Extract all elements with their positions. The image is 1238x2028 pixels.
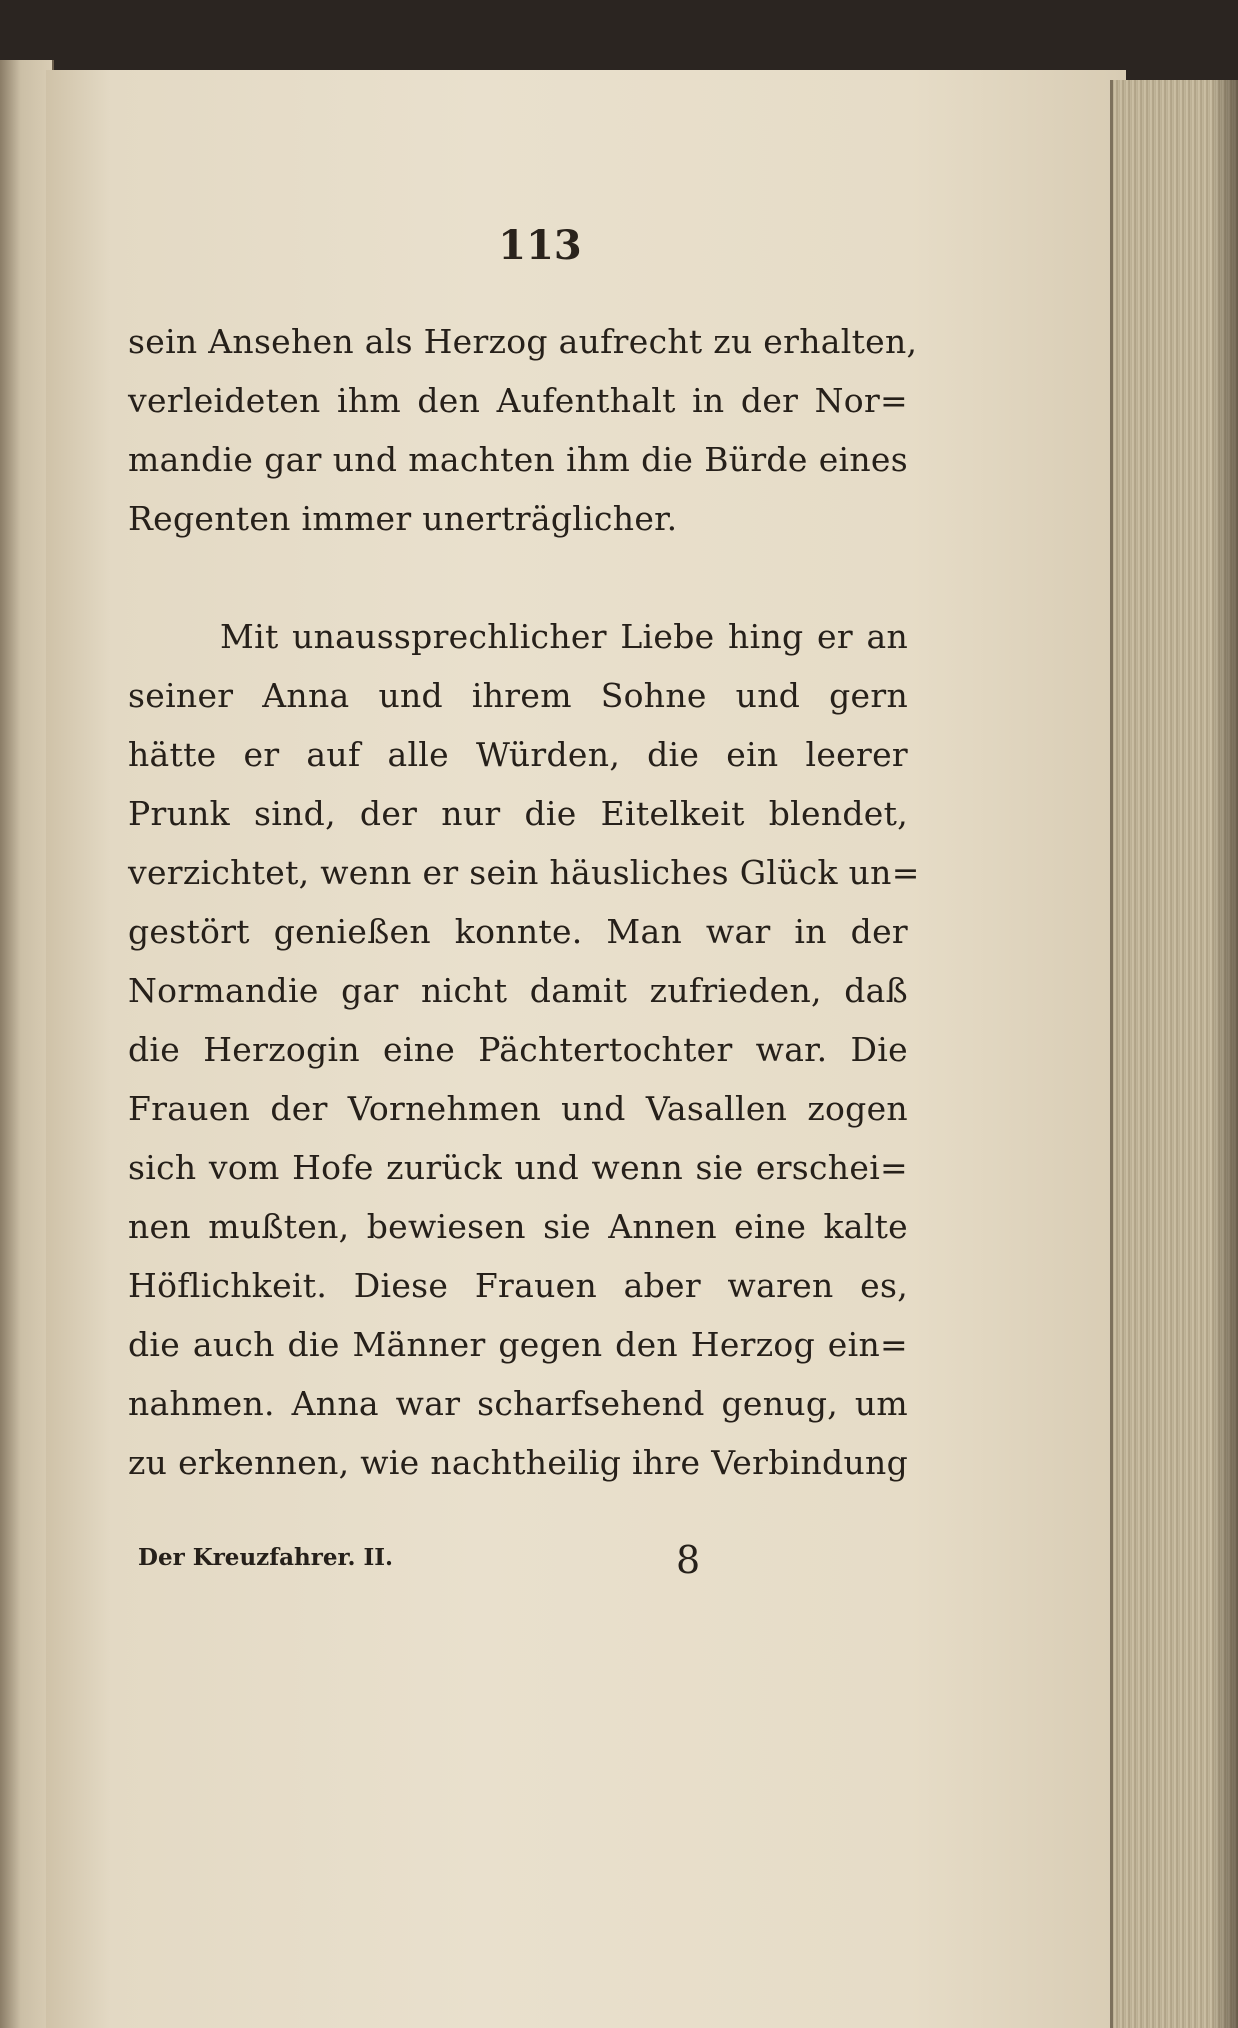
paragraph-gap (128, 548, 908, 607)
text-line: sich vom Hofe zurück und wenn sie erschei= (128, 1148, 908, 1187)
text-line: Mit unaussprechlicher Liebe hing er an (220, 617, 908, 656)
body-text (128, 312, 920, 1492)
page-footer (138, 1538, 738, 1588)
text-line: mandie gar und machten ihm die Bürde eines (128, 440, 908, 479)
text-line: gestört genießen konnte. Man war in der (128, 912, 908, 951)
text-line: zu erkennen, wie nachtheilig ihre Verbindung (128, 1443, 908, 1482)
text-line: seiner Anna und ihrem Sohne und gern (128, 676, 908, 715)
text-line: sein Ansehen als Herzog aufrecht zu erhalten, (128, 322, 918, 361)
text-line: Frauen der Vornehmen und Vasallen zogen (128, 1089, 908, 1128)
page-number: 113 (498, 222, 582, 269)
text-line: Höflichkeit. Diese Frauen aber waren es, (128, 1266, 908, 1305)
text-line: die auch die Männer gegen den Herzog ein= (128, 1325, 908, 1364)
text-line: die Herzogin eine Pächtertochter war. Die (128, 1030, 908, 1069)
text-line: nen mußten, bewiesen sie Annen eine kalte (128, 1207, 908, 1246)
signature-mark: 8 (676, 1538, 701, 1582)
page-stack-edge (1110, 80, 1238, 2028)
text-line: Prunk sind, der nur die Eitelkeit blendet, (128, 794, 908, 833)
text-line: Normandie gar nicht damit zufrieden, daß (128, 971, 908, 1010)
text-line: hätte er auf alle Würden, die ein leerer (128, 735, 908, 774)
signature-label: Der Kreuzfahrer. II. (138, 1544, 394, 1571)
text-line: nahmen. Anna war scharfsehend genug, um (128, 1384, 908, 1423)
text-line: verzichtet, wenn er sein häusliches Glück un= (128, 853, 920, 892)
text-line: verleideten ihm den Aufenthalt in der Nor= (128, 381, 908, 420)
text-line: Regenten immer unerträglicher. (128, 499, 678, 538)
